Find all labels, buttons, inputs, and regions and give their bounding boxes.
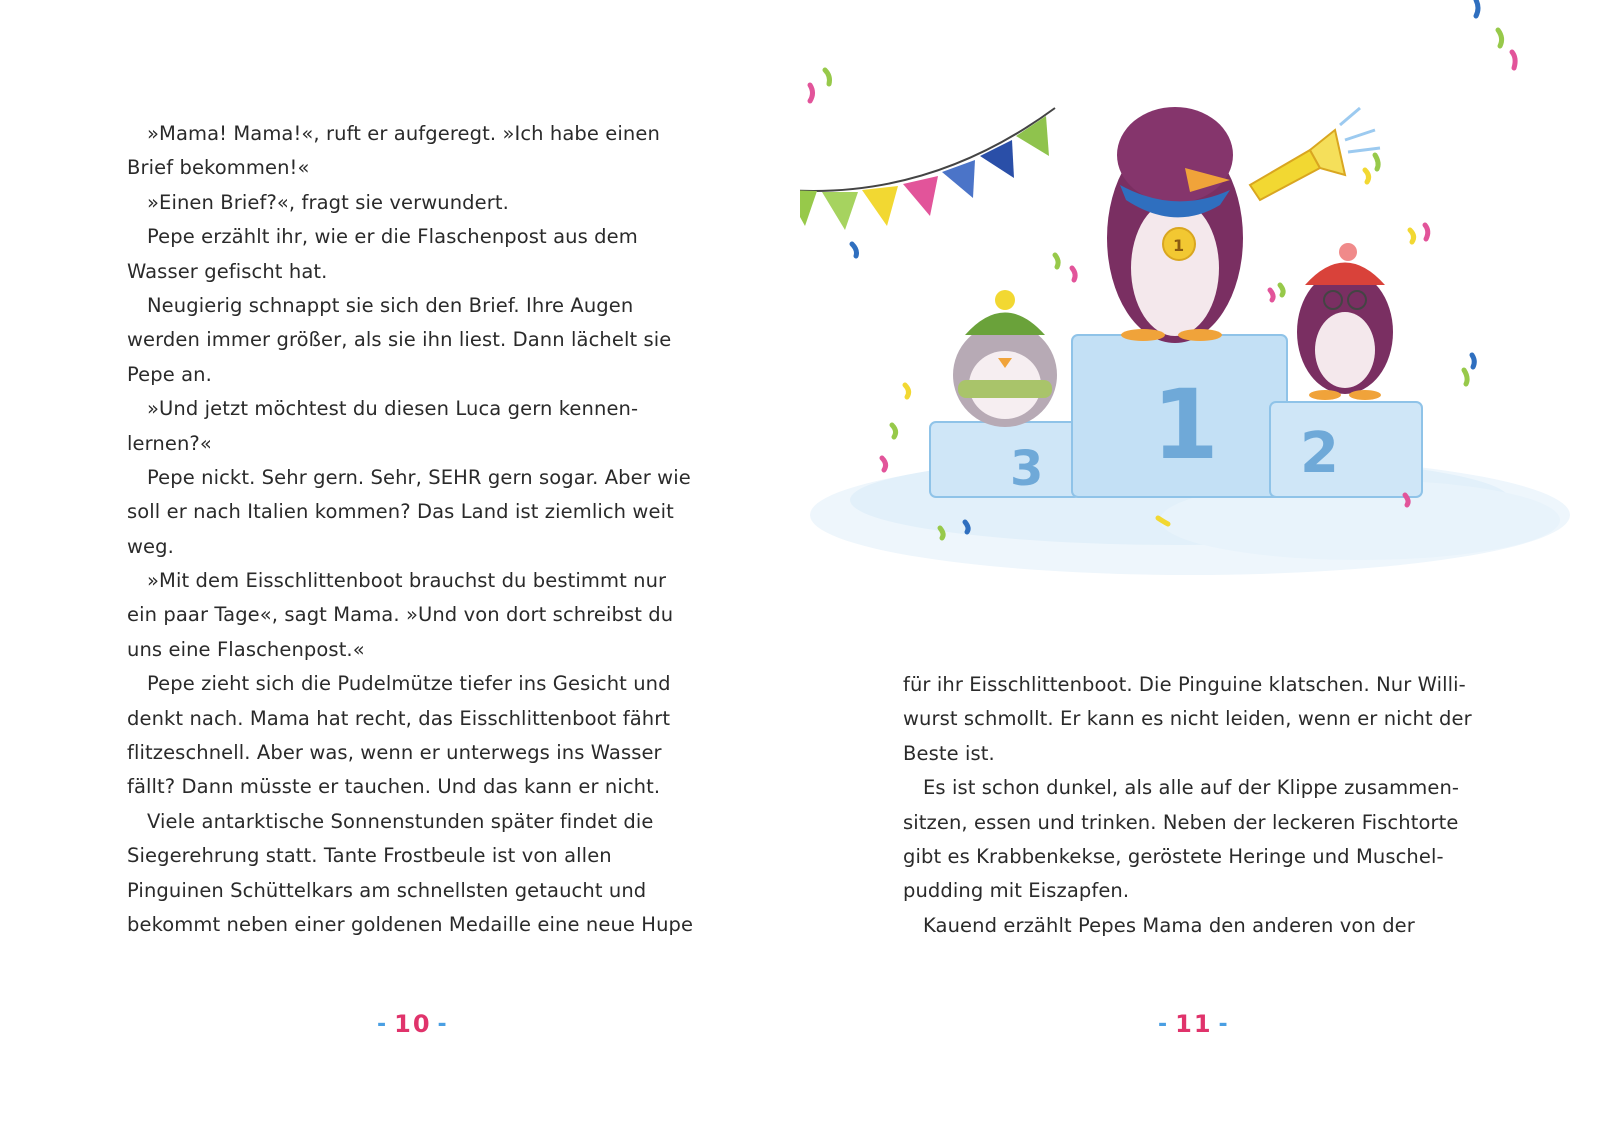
text-line: soll er nach Italien kommen? Das Land ist ziemlich weit [127, 500, 674, 524]
page-number-value: 11 [1175, 1010, 1213, 1038]
page-number-dash-icon: - [1218, 1011, 1230, 1037]
text-line: Viele antarktische Sonnenstunden später findet die [147, 809, 654, 833]
text-line: »Mit dem Eisschlittenboot brauchst du bestimmt nur [147, 569, 667, 593]
text-line: sitzen, essen und trinken. Neben der leckeren Fischtorte [903, 810, 1459, 834]
text-line: Pepe an. [127, 362, 212, 386]
text-line: Kauend erzählt Pepes Mama den anderen von der [923, 913, 1415, 937]
text-line: Pinguinen Schüttelkars am schnellsten getaucht und [127, 878, 647, 902]
page-number-dash-icon: - [437, 1011, 449, 1037]
text-line: fällt? Dann müsste er tauchen. Und das kann er nicht. [127, 775, 661, 799]
page-number-left [377, 1010, 449, 1038]
text-line: Wasser gefischt hat. [127, 259, 328, 283]
text-line: gibt es Krabbenkekse, geröstete Heringe und Muschel- [903, 844, 1444, 868]
text-line: Neugierig schnappt sie sich den Brief. Ihre Augen [147, 293, 634, 317]
text-line: »Und jetzt möchtest du diesen Luca gern kennen- [147, 397, 639, 421]
right-page-text [903, 668, 1472, 943]
text-line: Pepe erzählt ihr, wie er die Flaschenpost aus dem [147, 225, 638, 249]
penguin-icon [1107, 107, 1243, 343]
page-number-dash-icon: - [377, 1011, 389, 1037]
text-line: ein paar Tage«, sagt Mama. »Und von dort schreibst du [127, 603, 674, 627]
podium-illustration [800, 0, 1600, 640]
text-line: für ihr Eisschlittenboot. Die Pinguine klatschen. Nur Willi- [903, 673, 1466, 696]
text-line: denkt nach. Mama hat recht, das Eisschlittenboot fährt [127, 706, 671, 730]
penguin-icon [953, 290, 1057, 427]
left-page-text [127, 117, 694, 942]
text-line: weg. [127, 534, 174, 558]
text-line: Brief bekommen!« [127, 156, 310, 180]
text-line: pudding mit Eiszapfen. [903, 879, 1130, 903]
podium-label-1: 1 [1152, 369, 1219, 481]
podium-label-2: 2 [1300, 421, 1339, 486]
text-line: »Einen Brief?«, fragt sie verwundert. [147, 190, 509, 214]
medal-label: 1 [1173, 236, 1185, 255]
page-number-dash-icon: - [1158, 1011, 1170, 1037]
page-number-value: 10 [394, 1010, 432, 1038]
trumpet-icon [1250, 108, 1380, 200]
penguin-icon [1297, 243, 1393, 400]
right-page [800, 0, 1600, 1129]
text-line: wurst schmollt. Er kann es nicht leiden, wenn er nicht der [903, 707, 1472, 731]
page-number-right [1158, 1010, 1230, 1038]
text-line: Es ist schon dunkel, als alle auf der Klippe zusammen- [923, 776, 1460, 800]
text-line: Beste ist. [903, 741, 995, 765]
text-line: Pepe zieht sich die Pudelmütze tiefer ins Gesicht und [147, 672, 671, 696]
podium-label-3: 3 [1010, 441, 1044, 497]
text-line: bekommt neben einer goldenen Medaille eine neue Hupe [127, 912, 694, 936]
text-line: Pepe nickt. Sehr gern. Sehr, SEHR gern sogar. Aber wie [147, 465, 691, 489]
text-line: »Mama! Mama!«, ruft er aufgeregt. »Ich habe einen [147, 122, 660, 145]
text-line: uns eine Flaschenpost.« [127, 637, 365, 661]
text-line: flitzeschnell. Aber was, wenn er unterwegs ins Wasser [127, 741, 662, 765]
text-line: Siegerehrung statt. Tante Frostbeule ist von allen [127, 844, 612, 868]
text-line: lernen?« [127, 431, 212, 455]
text-line: werden immer größer, als sie ihn liest. Dann lächelt sie [127, 328, 672, 352]
bunting-icon [800, 108, 1055, 230]
